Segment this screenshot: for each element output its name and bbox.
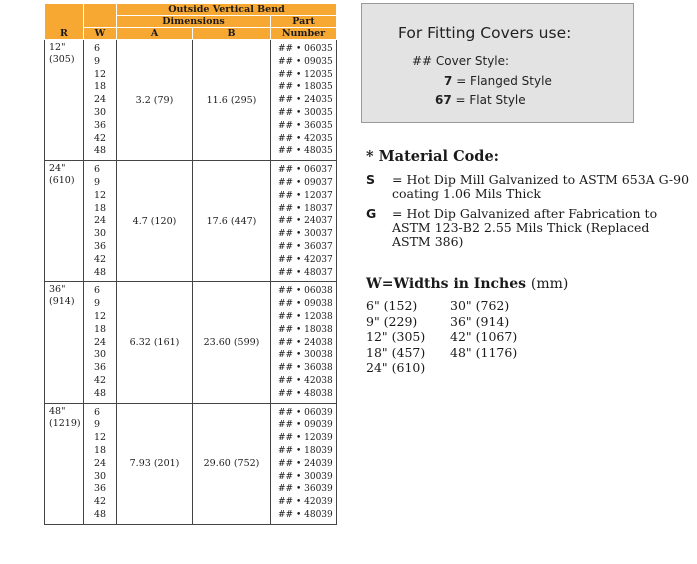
radius-cell	[45, 40, 84, 161]
width-entry: 48" (1176)	[450, 344, 518, 360]
table-row	[45, 403, 337, 419]
part-number-cell: ## • 12039	[271, 432, 337, 445]
widths-unit: (mm)	[530, 276, 569, 292]
width-cell: 48	[84, 145, 117, 160]
dimension-b-cell: 29.60 (752)	[193, 403, 271, 524]
header-w-spacer	[84, 4, 117, 28]
flat-style-line	[435, 93, 526, 107]
spec-body	[45, 40, 337, 525]
width-cell: 36	[84, 241, 117, 254]
fitting-covers-title: For Fitting Covers use:	[398, 24, 572, 42]
part-number-cell: ## • 48037	[271, 267, 337, 282]
material-item-s	[366, 173, 692, 201]
part-number-cell: ## • 36035	[271, 120, 337, 133]
width-entry	[450, 360, 540, 376]
width-cell: 9	[84, 298, 117, 311]
width-cell: 18	[84, 445, 117, 458]
width-cell: 6	[84, 403, 117, 419]
part-number-cell: ## • 42038	[271, 375, 337, 388]
part-number-cell: ## • 12037	[271, 190, 337, 203]
material-key: S	[366, 172, 376, 187]
table-row	[45, 282, 337, 298]
widths-title-text: W=Widths in Inches	[366, 276, 527, 292]
material-key: G	[366, 206, 377, 221]
width-cell: 24	[84, 215, 117, 228]
width-cell: 6	[84, 282, 117, 298]
width-cell: 18	[84, 81, 117, 94]
part-number-cell: ## • 42035	[271, 133, 337, 146]
radius-mm: (914)	[49, 296, 75, 308]
width-entry: 6" (152)	[366, 298, 418, 313]
radius-value: 48"	[49, 405, 66, 417]
part-number-cell: ## • 30038	[271, 349, 337, 362]
header-a: A	[117, 28, 193, 40]
widths-title	[366, 276, 568, 292]
width-cell: 36	[84, 120, 117, 133]
dimension-a-cell: 4.7 (120)	[117, 161, 193, 282]
width-entry: 24" (610)	[366, 360, 426, 375]
width-cell: 12	[84, 69, 117, 82]
radius-value: 36"	[49, 284, 66, 296]
part-number-cell: ## • 30037	[271, 228, 337, 241]
radius-mm: (1219)	[49, 417, 81, 429]
radius-cell	[45, 403, 84, 524]
width-cell: 48	[84, 267, 117, 282]
part-number-cell: ## • 06035	[271, 40, 337, 56]
radius-cell	[45, 161, 84, 282]
width-cell: 12	[84, 311, 117, 324]
width-entry: 9" (229)	[366, 313, 418, 329]
part-number-cell: ## • 12035	[271, 69, 337, 82]
header-b: B	[193, 28, 271, 40]
part-number-cell: ## • 48039	[271, 509, 337, 524]
part-number-cell: ## • 06039	[271, 403, 337, 419]
part-number-cell: ## • 30039	[271, 471, 337, 484]
width-cell: 42	[84, 496, 117, 509]
width-cell: 48	[84, 388, 117, 403]
part-number-cell: ## • 12038	[271, 311, 337, 324]
part-number-cell: ## • 09035	[271, 56, 337, 69]
dimension-a-cell: 6.32 (161)	[117, 282, 193, 403]
width-entry: 18" (457)	[366, 344, 426, 360]
widths-section	[366, 276, 568, 376]
part-number-cell: ## • 42037	[271, 254, 337, 267]
material-item-g	[366, 207, 692, 249]
width-entry: 42" (1067)	[450, 329, 518, 344]
material-code-section	[366, 148, 692, 255]
part-number-cell: ## • 18037	[271, 203, 337, 216]
width-cell: 24	[84, 458, 117, 471]
material-code-title: * Material Code:	[366, 148, 500, 165]
header-w: W	[84, 28, 117, 40]
width-cell: 30	[84, 107, 117, 120]
width-entry: 12" (305)	[366, 329, 426, 344]
header-r-spacer: R	[45, 4, 84, 40]
width-cell: 24	[84, 337, 117, 350]
width-cell: 42	[84, 133, 117, 146]
width-cell: 30	[84, 349, 117, 362]
part-number-cell: ## • 18035	[271, 81, 337, 94]
dimension-a-cell: 7.93 (201)	[117, 403, 193, 524]
fitting-covers-box	[361, 3, 634, 123]
flanged-code: 7	[444, 74, 453, 88]
header-part-number: Number	[271, 28, 337, 40]
part-number-cell: ## • 42039	[271, 496, 337, 509]
header-group: Outside Vertical Bend	[117, 4, 337, 16]
part-number-cell: ## • 36037	[271, 241, 337, 254]
part-number-cell: ## • 18038	[271, 324, 337, 337]
part-number-cell: ## • 36038	[271, 362, 337, 375]
part-number-cell: ## • 09039	[271, 419, 337, 432]
width-cell: 9	[84, 177, 117, 190]
width-cell: 9	[84, 419, 117, 432]
width-cell: 42	[84, 254, 117, 267]
width-cell: 36	[84, 483, 117, 496]
dimension-b-cell: 11.6 (295)	[193, 40, 271, 161]
header-part: Part	[271, 16, 337, 28]
cover-style-label: ## Cover Style:	[412, 54, 510, 68]
part-number-cell: ## • 48035	[271, 145, 337, 160]
radius-value: 24"	[49, 163, 66, 175]
table-row	[45, 161, 337, 177]
part-number-cell: ## • 18039	[271, 445, 337, 458]
width-cell: 12	[84, 432, 117, 445]
material-text: = Hot Dip Galvanized after Fabrication to ASTM 123-B2 2.55 Mils Thick (Replaced ASTM 386)	[392, 206, 658, 249]
part-number-cell: ## • 30035	[271, 107, 337, 120]
part-number-cell: ## • 06038	[271, 282, 337, 298]
spec-table	[44, 3, 337, 525]
part-number-cell: ## • 09038	[271, 298, 337, 311]
flanged-style-line	[444, 74, 552, 88]
table-row	[45, 40, 337, 56]
width-cell: 48	[84, 509, 117, 524]
dimension-b-cell: 17.6 (447)	[193, 161, 271, 282]
part-number-cell: ## • 24039	[271, 458, 337, 471]
flat-code: 67	[435, 93, 452, 107]
width-entry: 30" (762)	[450, 298, 510, 313]
width-cell: 12	[84, 190, 117, 203]
width-entry: 36" (914)	[450, 313, 510, 329]
width-cell: 30	[84, 228, 117, 241]
width-cell: 6	[84, 40, 117, 56]
width-cell: 36	[84, 362, 117, 375]
width-cell: 18	[84, 203, 117, 216]
widths-grid	[366, 298, 568, 376]
dimension-b-cell: 23.60 (599)	[193, 282, 271, 403]
header-dimensions: Dimensions	[117, 16, 271, 28]
width-cell: 6	[84, 161, 117, 177]
radius-mm: (610)	[49, 175, 75, 187]
radius-cell	[45, 282, 84, 403]
width-cell: 18	[84, 324, 117, 337]
part-number-cell: ## • 24035	[271, 94, 337, 107]
width-cell: 42	[84, 375, 117, 388]
part-number-cell: ## • 36039	[271, 483, 337, 496]
flanged-label: = Flanged Style	[456, 74, 552, 88]
part-number-cell: ## • 24037	[271, 215, 337, 228]
part-number-cell: ## • 06037	[271, 161, 337, 177]
part-number-cell: ## • 24038	[271, 337, 337, 350]
width-cell: 24	[84, 94, 117, 107]
part-number-cell: ## • 09037	[271, 177, 337, 190]
material-text: = Hot Dip Mill Galvanized to ASTM 653A G-90 coating 1.06 Mils Thick	[392, 172, 690, 201]
width-cell: 9	[84, 56, 117, 69]
part-number-cell: ## • 48038	[271, 388, 337, 403]
radius-value: 12"	[49, 42, 66, 53]
flat-label: = Flat Style	[455, 93, 526, 107]
width-cell: 30	[84, 471, 117, 484]
radius-mm: (305)	[49, 54, 75, 65]
dimension-a-cell: 3.2 (79)	[117, 40, 193, 161]
